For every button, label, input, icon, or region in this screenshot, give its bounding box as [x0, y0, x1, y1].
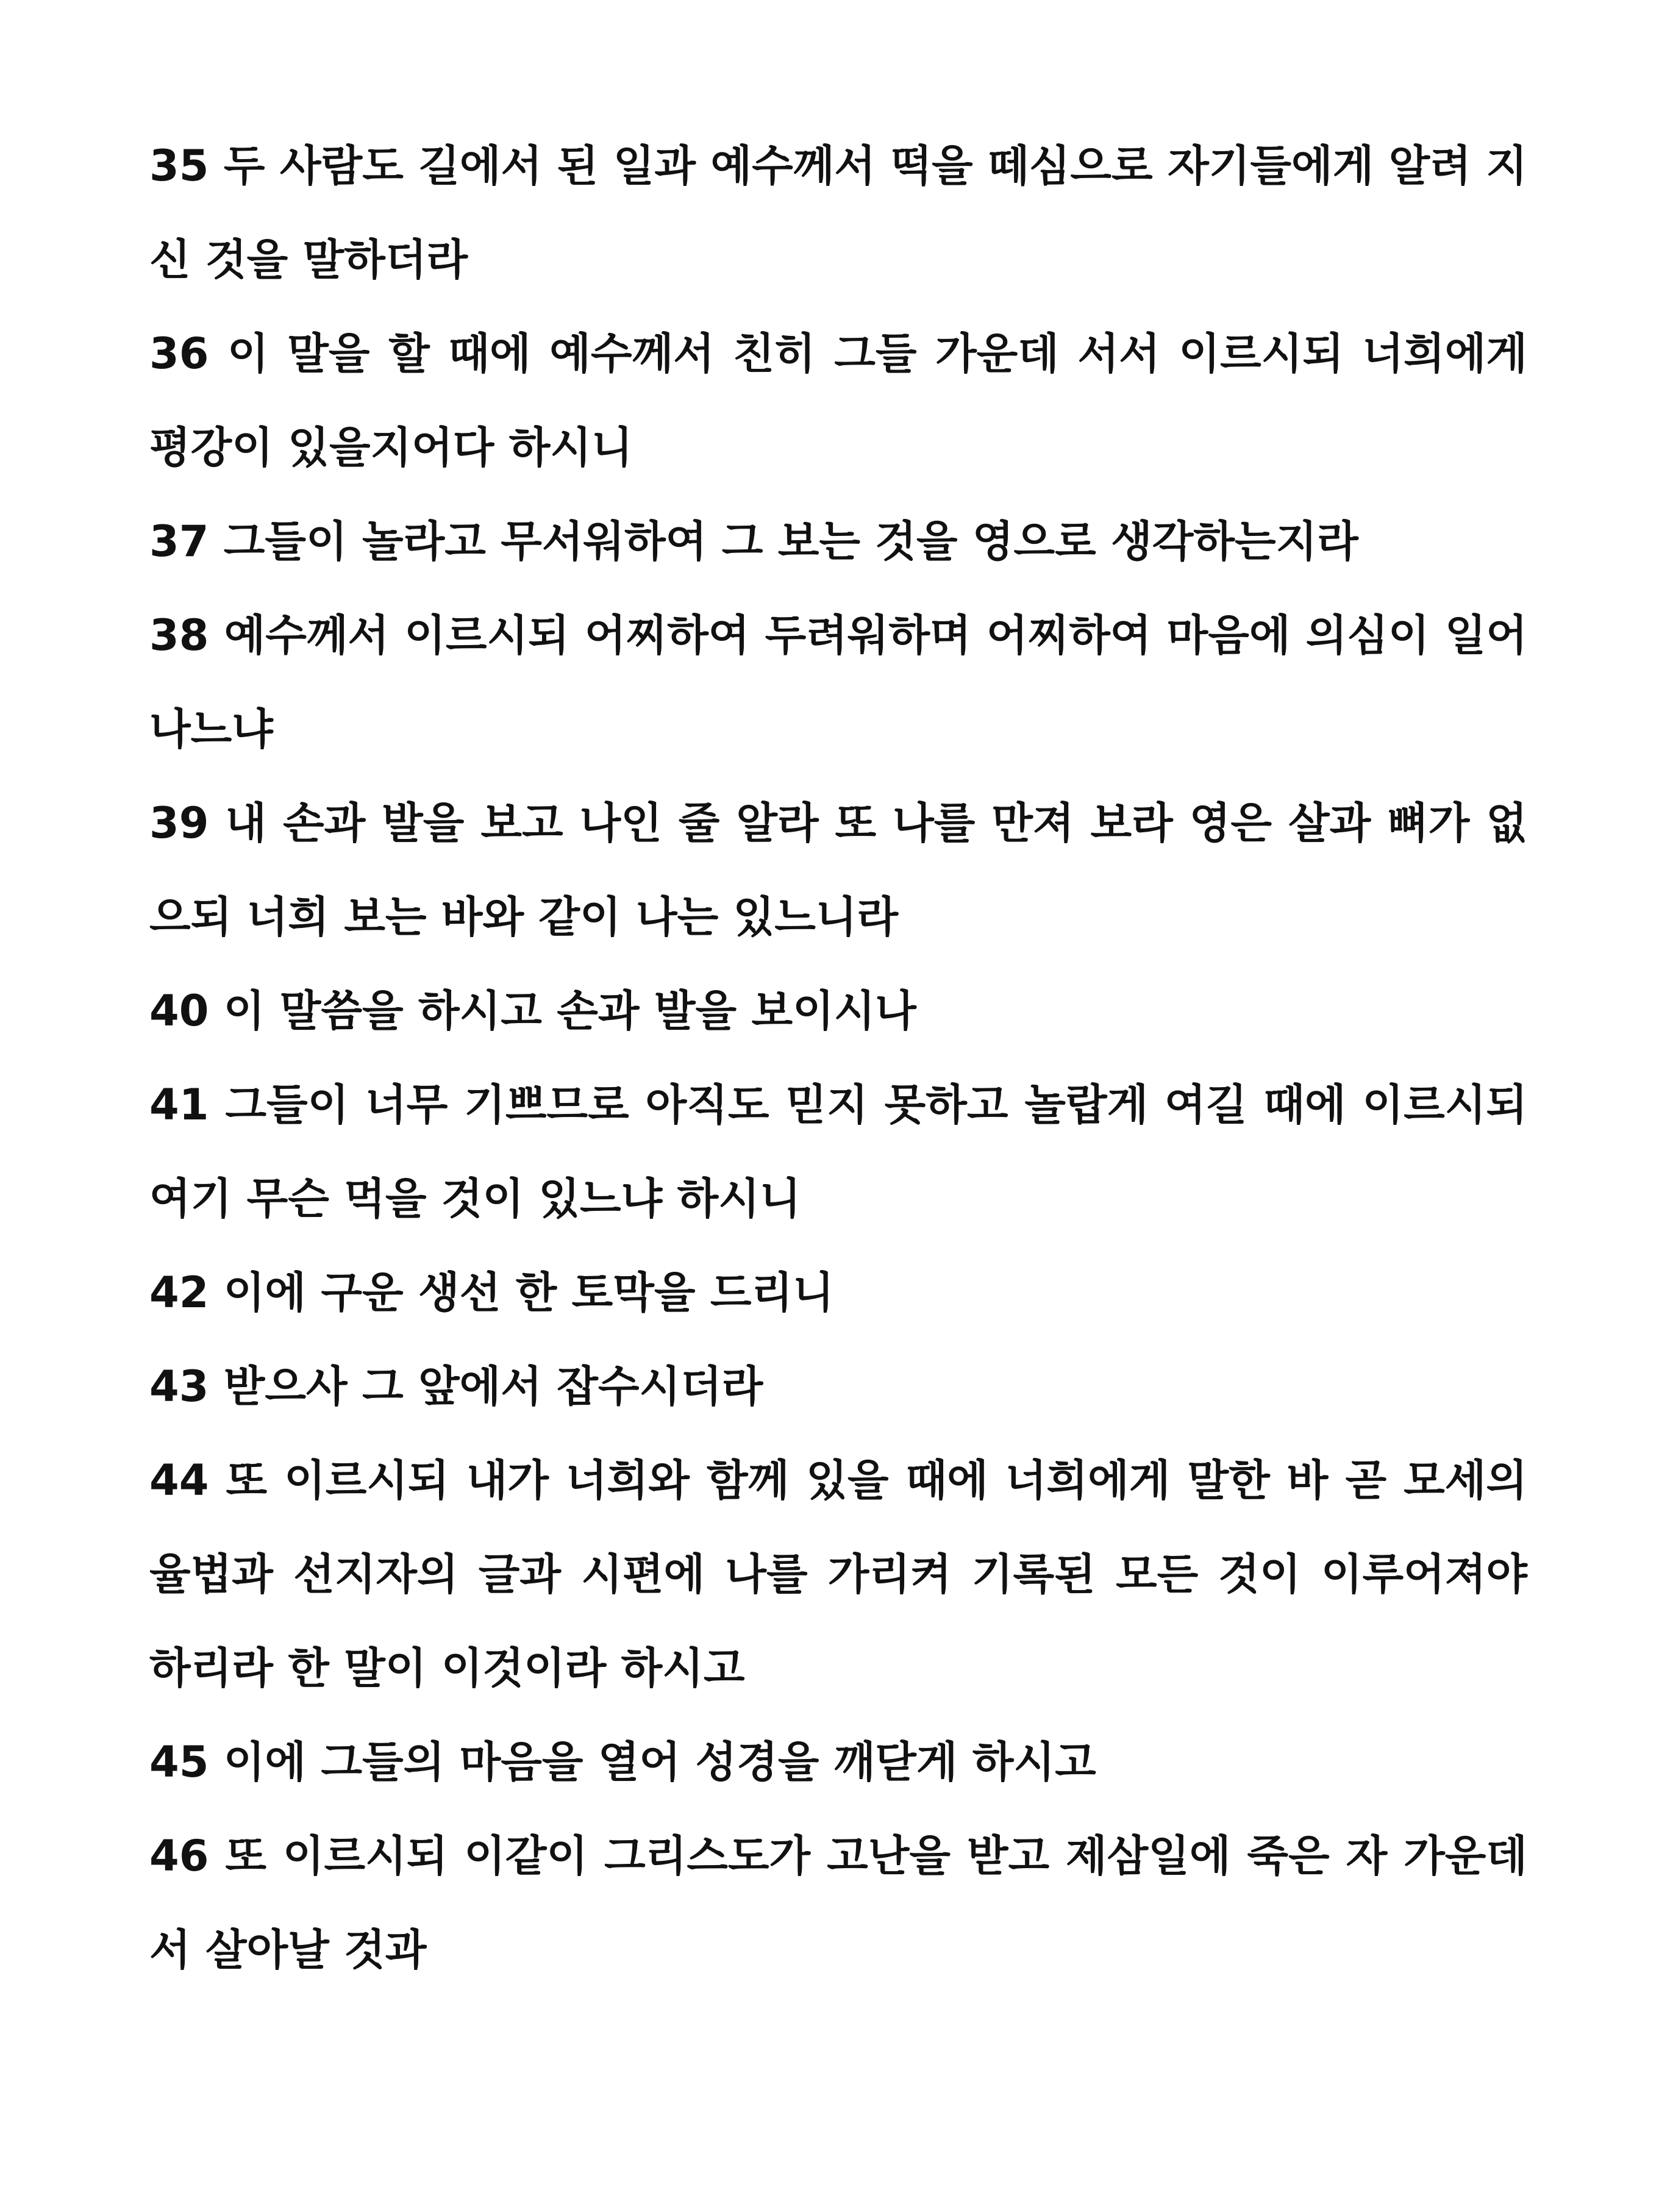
verse-46: 46 또 이르시되 이같이 그리스도가 고난을 받고 제삼일에 죽은 자 가운데서 살아날 것과 [149, 1831, 1527, 1975]
verse-40: 40 이 말씀을 하시고 손과 발을 보이시나 [149, 986, 916, 1036]
verse-41: 41 그들이 너무 기쁘므로 아직도 믿지 못하고 놀랍게 여길 때에 이르시되 여기 무슨 먹을 것이 있느냐 하시니 [149, 1080, 1527, 1224]
verse-43: 43 받으사 그 앞에서 잡수시더라 [149, 1361, 763, 1411]
verse-37: 37 그들이 놀라고 무서워하여 그 보는 것을 영으로 생각하는지라 [149, 516, 1358, 566]
verse-39: 39 내 손과 발을 보고 나인 줄 알라 또 나를 만져 보라 영은 살과 뼈가 없으되 너희 보는 바와 같이 나는 있느니라 [149, 798, 1527, 942]
verse-35: 35 두 사람도 길에서 된 일과 예수께서 떡을 떼심으로 자기들에게 알려 지신 것을 말하더라 [149, 141, 1527, 285]
verse-45: 45 이에 그들의 마음을 열어 성경을 깨닫게 하시고 [149, 1737, 1096, 1787]
verse-42: 42 이에 구운 생선 한 토막을 드리니 [149, 1268, 834, 1318]
document-page [149, 119, 1527, 1997]
verse-38: 38 예수께서 이르시되 어찌하여 두려워하며 어찌하여 마음에 의심이 일어나느냐 [149, 610, 1527, 754]
verse-44: 44 또 이르시되 내가 너희와 함께 있을 때에 너희에게 말한 바 곧 모세의 율법과 선지자의 글과 시편에 나를 가리켜 기록된 모든 것이 이루어져야 하리라 한 말이 이것이라 하시고 [149, 1455, 1527, 1693]
verse-36: 36 이 말을 할 때에 예수께서 친히 그들 가운데 서서 이르시되 너희에게 평강이 있을지어다 하시니 [149, 329, 1527, 473]
